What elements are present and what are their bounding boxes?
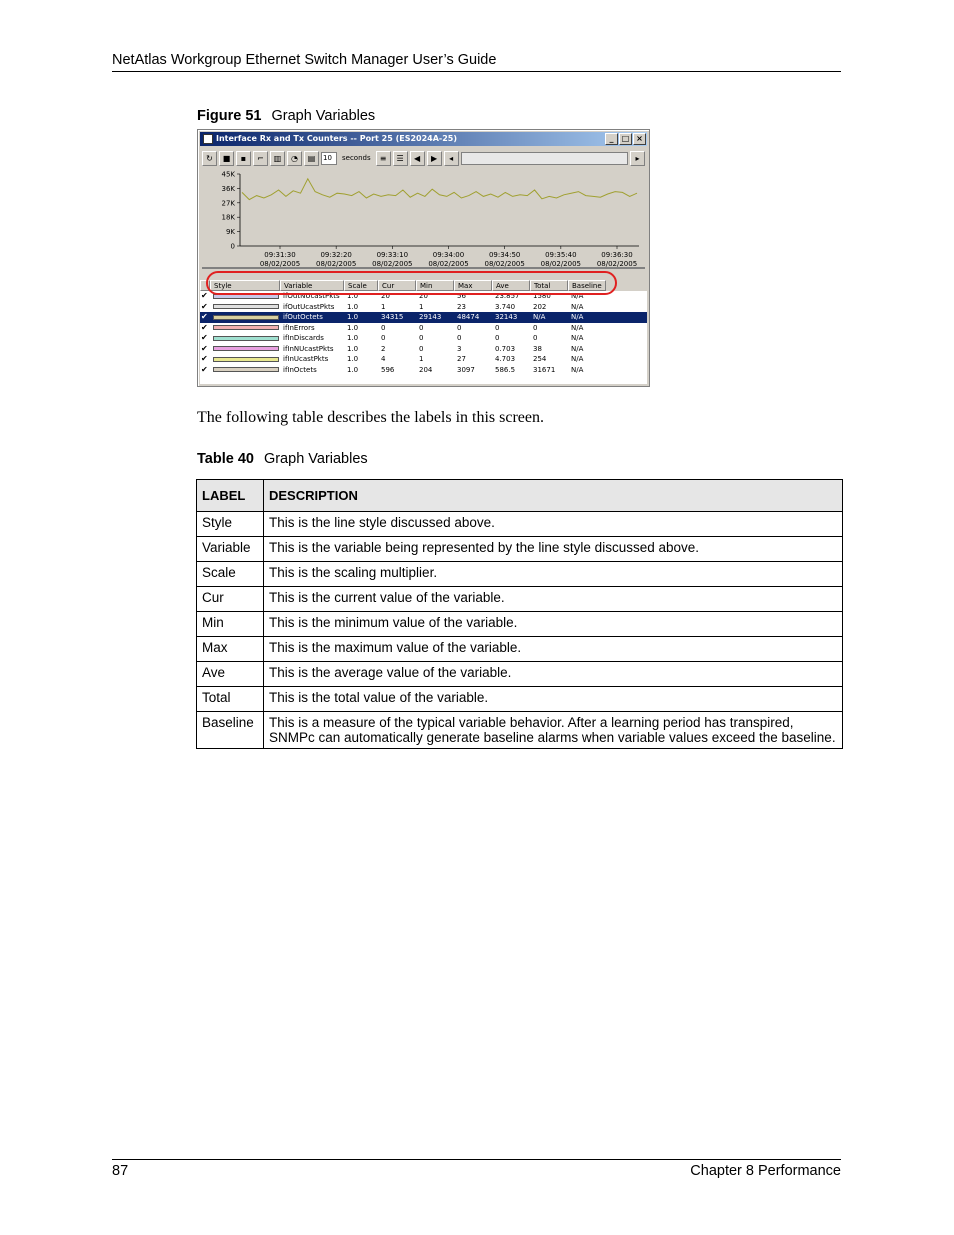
maximize-button[interactable]: □ — [619, 133, 632, 145]
column-header[interactable]: Variable — [280, 280, 344, 291]
max-cell: 3 — [457, 344, 462, 353]
column-header[interactable]: Cur — [378, 280, 416, 291]
description-header: DESCRIPTION — [264, 480, 843, 512]
row-label: Max — [197, 637, 264, 662]
table-row — [197, 662, 843, 687]
min-cell: 1 — [419, 302, 424, 311]
total-cell: 38 — [533, 344, 542, 353]
line-style-swatch — [213, 336, 279, 341]
column-header[interactable]: Scale — [344, 280, 378, 291]
baseline-cell: N/A — [571, 365, 584, 374]
total-cell: 254 — [533, 355, 547, 364]
graph-toolbar — [202, 149, 645, 167]
y-tick-label: 45K — [221, 170, 235, 179]
x-tick-time: 09:32:20 — [320, 251, 352, 259]
check-icon[interactable]: ✔ — [201, 354, 208, 364]
total-cell: 0 — [533, 323, 538, 332]
min-cell: 1 — [419, 355, 424, 364]
table-row — [197, 612, 843, 637]
table-row — [197, 687, 843, 712]
details-icon[interactable]: ☰ — [393, 151, 408, 166]
pie-chart-icon[interactable]: ◔ — [287, 151, 302, 166]
x-tick-date: 08/02/2005 — [484, 260, 525, 268]
baseline-cell: N/A — [571, 355, 584, 364]
window-icon — [203, 134, 213, 144]
column-header[interactable]: Max — [454, 280, 492, 291]
variable-cell: ifInUcastPkts — [283, 355, 329, 364]
variable-cell: ifInErrors — [283, 323, 315, 332]
check-icon[interactable]: ✔ — [201, 322, 208, 332]
row-label: Min — [197, 612, 264, 637]
x-tick-date: 08/02/2005 — [540, 260, 582, 268]
interval-input[interactable]: 10 — [321, 152, 337, 165]
ave-cell: 23.857 — [495, 292, 520, 301]
row-description: This is a measure of the typical variable behavior. After a learning period has transpired, SNMPc can automatically generate baseline alarms when variable values exceed the baseline. — [264, 712, 843, 749]
page-number: 87 — [112, 1163, 129, 1179]
row-label: Variable — [197, 537, 264, 562]
style-cell — [210, 365, 280, 375]
line-style-swatch — [213, 367, 279, 372]
y-tick-label: 0 — [230, 242, 235, 251]
scale-cell: 1.0 — [347, 302, 359, 311]
ave-cell: 3.740 — [495, 302, 516, 311]
figure-number: Figure 51 — [197, 108, 262, 124]
row-description: This is the maximum value of the variable. — [264, 637, 843, 662]
row-description: This is the line style discussed above. — [264, 512, 843, 537]
max-cell: 48474 — [457, 313, 480, 322]
bar-chart-icon[interactable]: ▥ — [270, 151, 285, 166]
forward-arrow-icon[interactable]: ▶ — [427, 151, 442, 166]
variable-cell: ifInDiscards — [283, 334, 324, 343]
intro-paragraph: The following table describes the labels in this screen. — [197, 409, 545, 426]
row-description: This is the scaling multiplier. — [264, 562, 843, 587]
table-number: Table 40 — [197, 451, 254, 467]
row-label: Total — [197, 687, 264, 712]
max-cell: 0 — [457, 323, 462, 332]
ave-cell: 0.703 — [495, 344, 516, 353]
y-tick-label: 27K — [221, 199, 235, 208]
pause-icon[interactable]: ■ — [219, 151, 234, 166]
total-cell: N/A — [533, 313, 546, 322]
interval-unit: seconds — [342, 154, 371, 162]
ave-cell: 0 — [495, 334, 500, 343]
cur-cell: 2 — [381, 344, 386, 353]
list-icon[interactable]: ≡ — [376, 151, 391, 166]
x-tick-time: 09:33:10 — [376, 251, 409, 259]
cur-cell: 0 — [381, 323, 386, 332]
line-style-swatch — [213, 304, 279, 309]
variable-row[interactable] — [200, 354, 647, 365]
scale-cell: 1.0 — [347, 365, 359, 374]
running-footer — [112, 1159, 841, 1179]
row-label: Ave — [197, 662, 264, 687]
scale-cell: 1.0 — [347, 334, 359, 343]
figure-title: Graph Variables — [271, 108, 376, 124]
minimize-button[interactable]: _ — [605, 133, 618, 145]
style-cell — [210, 333, 280, 343]
ave-cell: 0 — [495, 323, 500, 332]
refresh-icon[interactable]: ↻ — [202, 151, 217, 166]
variable-row[interactable] — [200, 312, 647, 323]
line-style-swatch — [213, 346, 279, 351]
x-tick-time: 09:31:30 — [264, 251, 296, 259]
check-icon[interactable]: ✔ — [201, 333, 208, 343]
line-style-swatch — [213, 357, 279, 362]
y-tick-label: 18K — [221, 213, 235, 222]
style-cell — [210, 312, 280, 322]
variable-cell: ifInOctets — [283, 365, 317, 374]
cur-cell: 1 — [381, 302, 386, 311]
max-cell: 56 — [457, 292, 466, 301]
variable-row[interactable] — [200, 344, 647, 355]
style-cell — [210, 323, 280, 333]
row-label: Cur — [197, 587, 264, 612]
variable-cell: ifOutOctets — [283, 313, 323, 322]
table-body — [197, 512, 843, 749]
table-view-icon[interactable]: ▤ — [304, 151, 319, 166]
table-title: Graph Variables — [263, 451, 368, 467]
y-tick-label: 9K — [225, 228, 235, 237]
row-label: Scale — [197, 562, 264, 587]
variable-row[interactable] — [200, 333, 647, 344]
baseline-cell: N/A — [571, 334, 584, 343]
save-icon[interactable]: ▪ — [236, 151, 251, 166]
check-icon[interactable]: ✔ — [201, 291, 208, 301]
column-header[interactable]: Ave — [492, 280, 530, 291]
row-label: Style — [197, 512, 264, 537]
label-header: LABEL — [197, 480, 264, 512]
baseline-cell: N/A — [571, 344, 584, 353]
variable-row[interactable] — [200, 302, 647, 313]
ave-cell: 586.5 — [495, 365, 516, 374]
line-chart-icon[interactable]: ⌐ — [253, 151, 268, 166]
x-tick-date: 08/02/2005 — [315, 260, 357, 268]
column-header[interactable]: Style — [210, 280, 280, 291]
min-cell: 29143 — [419, 313, 442, 322]
variable-cell: ifOutUcastPkts — [283, 302, 335, 311]
min-cell: 0 — [419, 334, 424, 343]
cur-cell: 0 — [381, 334, 386, 343]
graph-variables-table — [196, 479, 843, 749]
window-titlebar — [200, 132, 647, 146]
scroll-left-icon[interactable]: ◂ — [444, 151, 459, 166]
line-style-swatch — [213, 315, 279, 320]
cur-cell: 4 — [381, 355, 386, 364]
row-description: This is the variable being represented by the line style discussed above. — [264, 537, 843, 562]
cur-cell: 34315 — [381, 313, 404, 322]
min-cell: 0 — [419, 323, 424, 332]
table-row — [197, 712, 843, 749]
x-tick-time: 09:34:50 — [488, 251, 521, 259]
max-cell: 27 — [457, 355, 466, 364]
baseline-cell: N/A — [571, 323, 584, 332]
time-scrollbar[interactable] — [461, 152, 628, 165]
style-cell — [210, 344, 280, 354]
table-row — [197, 587, 843, 612]
scroll-right-icon[interactable]: ▸ — [630, 151, 645, 166]
x-tick-time: 09:36:30 — [601, 251, 633, 259]
variable-row[interactable] — [200, 365, 647, 376]
row-description: This is the average value of the variable. — [264, 662, 843, 687]
line-style-swatch — [213, 325, 279, 330]
baseline-cell: N/A — [571, 302, 584, 311]
min-cell: 204 — [419, 365, 433, 374]
table-caption — [197, 451, 368, 467]
scale-cell: 1.0 — [347, 292, 359, 301]
x-tick-date: 08/02/2005 — [428, 260, 469, 268]
max-cell: 0 — [457, 334, 462, 343]
cur-cell: 20 — [381, 292, 390, 301]
max-cell: 23 — [457, 302, 466, 311]
variable-row[interactable] — [200, 323, 647, 334]
total-cell: 202 — [533, 302, 547, 311]
column-header[interactable]: Baseline — [568, 280, 606, 291]
x-tick-date: 08/02/2005 — [259, 260, 301, 268]
window-title: Interface Rx and Tx Counters -- Port 25 (ES2024A-25) — [216, 134, 458, 143]
total-cell: 31671 — [533, 365, 556, 374]
variable-table-body — [200, 291, 647, 375]
min-cell: 0 — [419, 344, 424, 353]
table-row — [197, 537, 843, 562]
column-header[interactable]: Total — [530, 280, 568, 291]
total-cell: 1580 — [533, 292, 551, 301]
table-row — [197, 512, 843, 537]
baseline-cell: N/A — [571, 313, 584, 322]
variable-table — [200, 280, 647, 384]
baseline-cell: N/A — [571, 292, 584, 301]
running-header: NetAtlas Workgroup Ethernet Switch Manager User’s Guide — [112, 52, 841, 72]
scale-cell: 1.0 — [347, 355, 359, 364]
check-icon[interactable]: ✔ — [201, 301, 208, 311]
variable-cell: ifOutNUcastPkts — [283, 292, 340, 301]
table-row — [197, 562, 843, 587]
min-cell: 20 — [419, 292, 428, 301]
figure-caption — [197, 108, 375, 124]
cur-cell: 596 — [381, 365, 395, 374]
back-arrow-icon[interactable]: ◀ — [410, 151, 425, 166]
row-description: This is the current value of the variable. — [264, 587, 843, 612]
check-icon[interactable]: ✔ — [201, 364, 208, 374]
header-highlight-ellipse — [206, 271, 617, 295]
plot-area — [240, 174, 639, 246]
table-row — [197, 637, 843, 662]
total-cell: 0 — [533, 334, 538, 343]
close-button[interactable]: × — [633, 133, 646, 145]
scale-cell: 1.0 — [347, 323, 359, 332]
table-header-row — [197, 480, 843, 512]
style-cell — [210, 302, 280, 312]
x-tick-time: 09:35:40 — [545, 251, 577, 259]
ave-cell: 4.703 — [495, 355, 516, 364]
row-description: This is the minimum value of the variable. — [264, 612, 843, 637]
style-cell — [210, 354, 280, 364]
y-tick-label: 36K — [221, 184, 235, 193]
column-header[interactable]: Min — [416, 280, 454, 291]
scale-cell: 1.0 — [347, 344, 359, 353]
row-label: Baseline — [197, 712, 264, 749]
x-tick-date: 08/02/2005 — [596, 260, 638, 268]
chapter-title: Chapter 8 Performance — [690, 1163, 841, 1179]
check-icon[interactable]: ✔ — [201, 343, 208, 353]
check-icon[interactable]: ✔ — [201, 312, 208, 322]
row-description: This is the total value of the variable. — [264, 687, 843, 712]
variable-cell: ifInNUcastPkts — [283, 344, 334, 353]
ave-cell: 32143 — [495, 313, 518, 322]
max-cell: 3097 — [457, 365, 475, 374]
x-tick-time: 09:34:00 — [432, 251, 465, 259]
scale-cell: 1.0 — [347, 313, 359, 322]
x-tick-date: 08/02/2005 — [372, 260, 413, 268]
graph-window-screenshot — [197, 129, 650, 387]
